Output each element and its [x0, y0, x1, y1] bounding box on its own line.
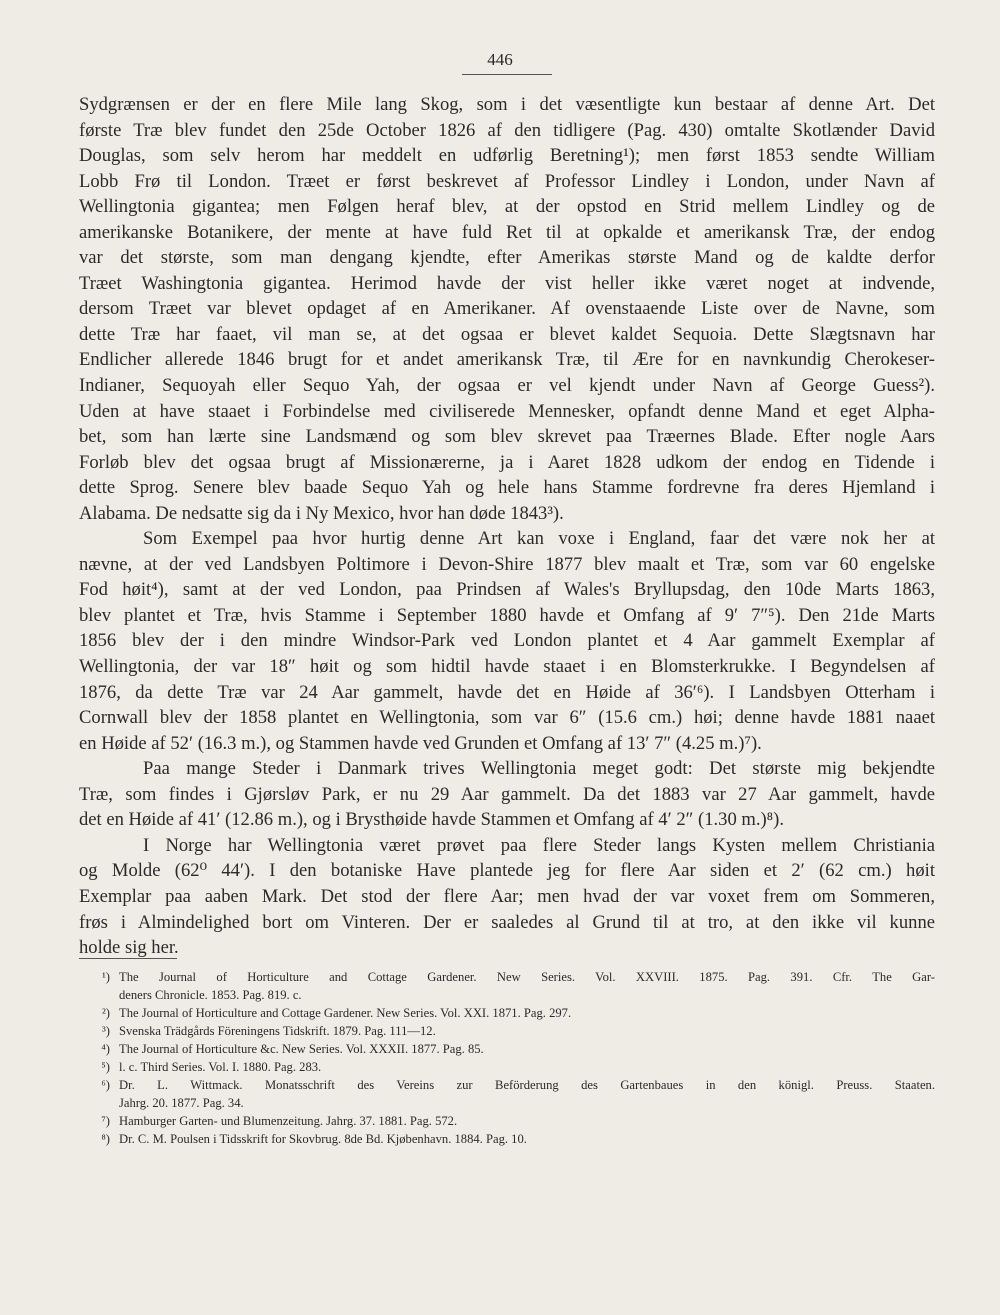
- footnote: [79, 1004, 935, 1022]
- footnote: [79, 1076, 935, 1112]
- footnote-text: [119, 1112, 935, 1130]
- body-text: [79, 92, 935, 961]
- body-line: Sydgrænsen er der en flere Mile lang Skog, som i det væsentligte kun bestaar af denne Art. Det: [79, 94, 935, 115]
- body-line: holde sig her.: [79, 937, 179, 959]
- footnote-marker: ³): [102, 1024, 110, 1038]
- body-line: Indianer, Sequoyah eller Sequo Yah, der ogsaa er vel kjendt under Navn af George Guess²).: [79, 375, 935, 397]
- body-line: Exemplar paa aaben Mark. Det stod der flere Aar; men hvad der var voxet frem om Sommeren,: [79, 885, 935, 907]
- footnote-text: [119, 1058, 935, 1076]
- footnote-line: The Journal of Horticulture and Cottage Gardener. New Series. Vol. XXI. 1871. Pag. 297.: [119, 1006, 572, 1020]
- body-line: Wellingtonia, der var 18″ høit og som hidtil havde staaet i en Blomsterkrukke. I Begyndelsen af: [79, 656, 935, 678]
- footnote-line: Dr. L. Wittmack. Monatsschrift des Vereins zur Beförderung des Gartenbaues in den königl. Preuss. Staaten.: [119, 1078, 935, 1092]
- footnote: [79, 1040, 935, 1058]
- body-line: første Træ blev fundet den 25de October 1826 af den tidligere (Pag. 430) omtalte Skotlænder David: [79, 119, 935, 141]
- footnote-marker: ⁷): [101, 1114, 110, 1128]
- body-line: dette Sprog. Senere blev baade Sequo Yah og hele hans Stamme fordrevne fra deres Hjemland i: [79, 477, 935, 499]
- footnote: [79, 1058, 935, 1076]
- footnote-text: [119, 1130, 935, 1148]
- footnote: [79, 1022, 935, 1040]
- body-line: Som Exempel paa hvor hurtig denne Art kan voxe i England, faar det være nok her at: [143, 528, 935, 550]
- page-number: 446: [487, 50, 513, 69]
- body-line: og Molde (62⁰ 44′). I den botaniske Have plantede jeg for flere Aar siden et 2′ (62 cm.) høit: [79, 860, 935, 882]
- body-line: amerikanske Botanikere, der mente at have fuld Ret til at opkalde et amerikansk Træ, der endog: [79, 221, 935, 243]
- body-line: dersom Træet var blevet opdaget af en Amerikaner. Af ovenstaaende Liste over de Navne, som: [79, 298, 935, 320]
- footnote-text: [119, 1004, 935, 1022]
- body-line: Wellingtonia gigantea; men Følgen heraf blev, at der opstod en Strid mellem Lindley og de: [79, 196, 935, 218]
- body-line: frøs i Almindelighed bort om Vinteren. Der er saaledes al Grund til at tro, at den ikke vil kunne: [79, 911, 935, 933]
- footnote-marker: ⁸): [101, 1132, 110, 1146]
- body-line: Paa mange Steder i Danmark trives Wellingtonia meget godt: Det største mig bekjendte: [143, 758, 935, 780]
- footnote-text: [119, 1022, 935, 1040]
- footnotes-rule: [79, 958, 177, 959]
- footnote-text: [119, 1040, 935, 1058]
- body-line: Douglas, som selv herom har meddelt en udførlig Beretning¹); men først 1853 sendte William: [79, 145, 935, 167]
- footnote-line: The Journal of Horticulture and Cottage Gardener. New Series. Vol. XXVIII. 1875. Pag. 391. Cfr. The Gar-: [119, 970, 935, 984]
- footnote-line: Jahrg. 20. 1877. Pag. 34.: [119, 1096, 244, 1110]
- body-line: Træet Washingtonia gigantea. Herimod havde der vist heller ikke været noget at indvende,: [79, 272, 935, 294]
- footnote-line: deners Chronicle. 1853. Pag. 819. c.: [119, 988, 302, 1002]
- body-line: Endlicher allerede 1846 brugt for et andet amerikansk Træ, til Ære for en navnkundig Cherokeser-: [79, 349, 935, 371]
- body-line: Lobb Frø til London. Træet er først beskrevet af Professor Lindley i London, under Navn af: [79, 170, 935, 192]
- footnote: [79, 1130, 935, 1148]
- footnote-marker: ⁶): [101, 1078, 110, 1092]
- body-line: det en Høide af 41′ (12.86 m.), og i Brysthøide havde Stammen et Omfang af 4′ 2″ (1.30 m.)⁸).: [79, 809, 785, 831]
- body-line: Fod høit⁴), samt at der ved London, paa Prindsen af Wales's Bryllupsdag, den 10de Marts 1863,: [79, 579, 935, 601]
- page-number-rule: [462, 74, 552, 75]
- footnote-marker: ²): [102, 1006, 110, 1020]
- body-line: Træ, som findes i Gjørsløv Park, er nu 29 Aar gammelt. Da det 1883 var 27 Aar gammelt, havde: [79, 783, 935, 805]
- footnote-text: [119, 968, 935, 1004]
- footnote-line: Hamburger Garten- und Blumenzeitung. Jahrg. 37. 1881. Pag. 572.: [119, 1114, 458, 1128]
- body-line: Forløb blev det ogsaa brugt af Missionærerne, ja i Aaret 1828 udkom der endog en Tidende i: [79, 451, 935, 473]
- body-line: var det største, som man dengang kjendte, efter Amerikas største Mand og de kaldte derfor: [79, 247, 935, 269]
- footnote-marker: ⁵): [101, 1060, 110, 1074]
- footnote-marker: ⁴): [101, 1042, 110, 1056]
- footnote-line: Svenska Trädgårds Föreningens Tidskrift. 1879. Pag. 111—12.: [119, 1024, 436, 1038]
- body-line: bet, som han lærte sine Landsmænd og som blev skrevet paa Træernes Blade. Efter nogle Aars: [79, 426, 935, 448]
- footnote-line: The Journal of Horticulture &c. New Series. Vol. XXXII. 1877. Pag. 85.: [119, 1042, 484, 1056]
- body-line: blev plantet et Træ, hvis Stamme i September 1880 havde et Omfang af 9′ 7″⁵). Den 21de Marts: [79, 604, 935, 626]
- body-line: nævne, at der ved Landsbyen Poltimore i Devon-Shire 1877 blev maalt et Træ, som var 60 engelske: [79, 553, 935, 575]
- body-line: 1876, da dette Træ var 24 Aar gammelt, havde det en Høide af 36′⁶). I Landsbyen Otterham i: [79, 681, 935, 703]
- body-line: Alabama. De nedsatte sig da i Ny Mexico, hvor han døde 1843³).: [79, 502, 564, 524]
- body-line: dette Træ har faaet, vil man se, at det ogsaa er blevet kaldet Sequoia. Dette Slægtsnavn har: [79, 323, 935, 345]
- body-line: 1856 blev der i den mindre Windsor-Park ved London plantet et 4 Aar gammelt Exemplar af: [79, 630, 935, 652]
- footnote-line: l. c. Third Series. Vol. I. 1880. Pag. 283.: [119, 1060, 322, 1074]
- body-line: I Norge har Wellingtonia været prøvet paa flere Steder langs Kysten mellem Christiania: [143, 834, 935, 856]
- footnote-text: [119, 1076, 935, 1112]
- footnote: [79, 1112, 935, 1130]
- footnotes: [79, 968, 935, 1148]
- body-line: Cornwall blev der 1858 plantet en Wellingtonia, som var 6″ (15.6 cm.) høi; denne havde 1881 naaet: [79, 707, 935, 729]
- footnote: [79, 968, 935, 1004]
- footnote-line: Dr. C. M. Poulsen i Tidsskrift for Skovbrug. 8de Bd. Kjøbenhavn. 1884. Pag. 10.: [119, 1132, 527, 1146]
- body-line: Uden at have staaet i Forbindelse med civiliserede Mennesker, opfandt denne Mand et eget Alpha-: [79, 400, 935, 422]
- body-line: en Høide af 52′ (16.3 m.), og Stammen havde ved Grunden et Omfang af 13′ 7″ (4.25 m.)⁷).: [79, 732, 762, 754]
- footnote-marker: ¹): [102, 970, 110, 984]
